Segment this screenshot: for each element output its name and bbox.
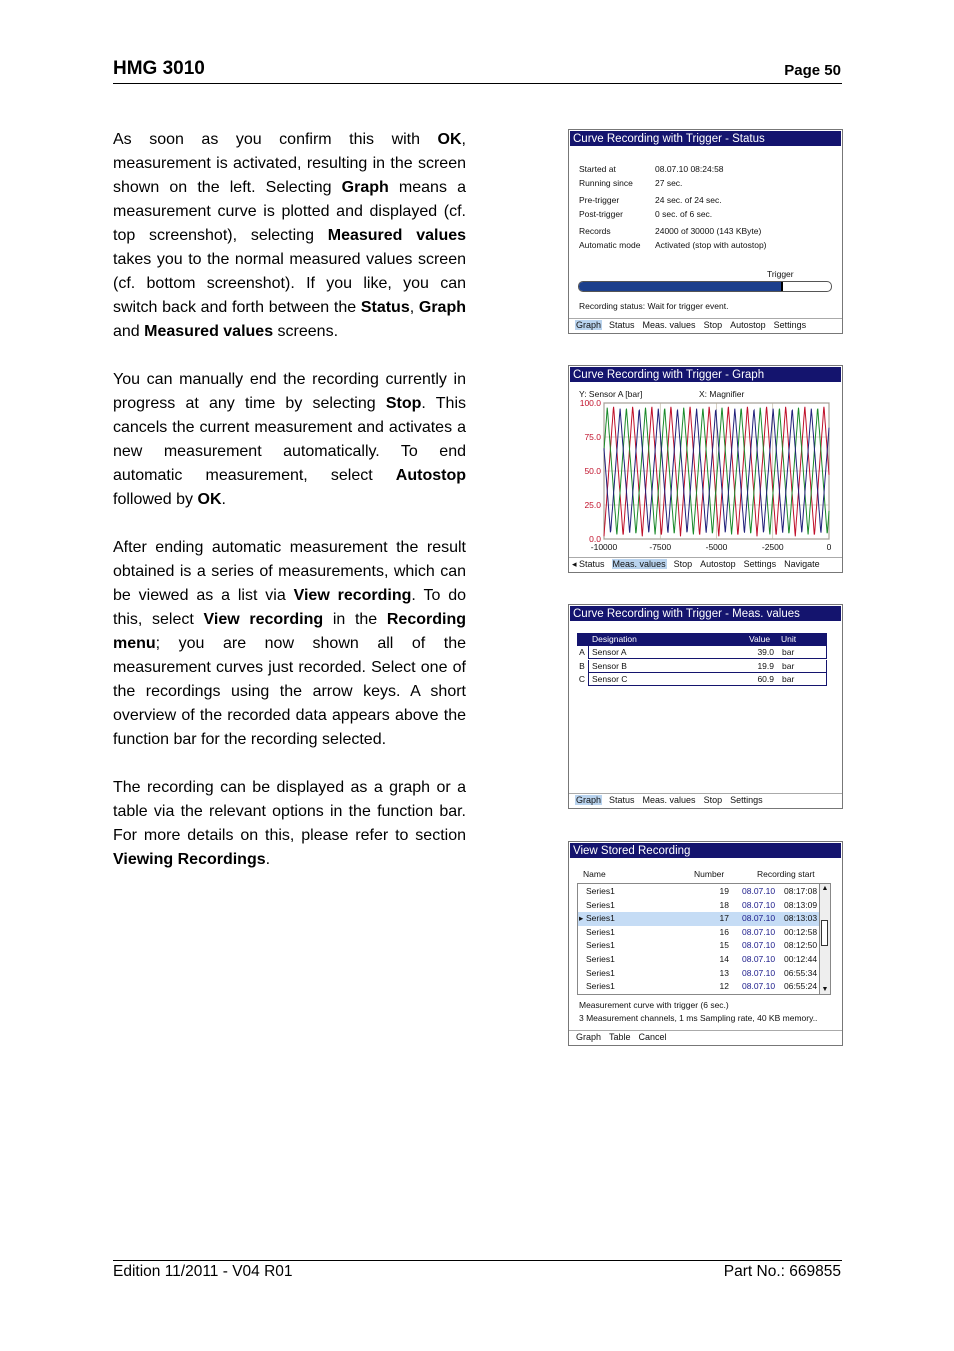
scroll-down-icon[interactable]: ▼ [821, 986, 829, 993]
list-item[interactable] [578, 953, 819, 967]
status-value: 08.07.10 08:24:58 [655, 164, 724, 174]
fbar-item[interactable]: Status [609, 795, 635, 805]
y-tick-label: 75.0 [584, 432, 601, 442]
recording-number: 18 [719, 899, 729, 910]
recording-number: 13 [719, 967, 729, 978]
recording-name: Series1 [586, 926, 615, 937]
graph-x-label: X: Magnifier [699, 389, 745, 399]
scrollbar[interactable] [819, 884, 830, 994]
page-header-title: HMG 3010 [113, 58, 205, 79]
fbar-item[interactable]: Table [609, 1032, 631, 1042]
fbar-item[interactable]: ◂ Status [572, 559, 605, 569]
progress-fill [579, 282, 781, 291]
fbar-item[interactable]: Status [609, 320, 635, 330]
col-designation: Designation [592, 634, 637, 644]
fbar-item[interactable]: Navigate [784, 559, 820, 569]
function-bar [569, 1030, 842, 1045]
header-rule [113, 83, 842, 84]
text-run: . [221, 491, 226, 508]
status-value: Activated (stop with autostop) [655, 240, 767, 250]
sensor-value: 60.9 [757, 674, 774, 684]
text-run: means a measurement curve is plotted and displayed (cf. top screenshot), selecting [113, 179, 467, 244]
recording-time: 08:13:03 [784, 913, 818, 924]
status-key: Records [579, 226, 611, 236]
recording-status: Recording status: Wait for trigger event. [579, 301, 729, 311]
status-row [579, 226, 761, 236]
recording-date: 08.07.10 [742, 899, 776, 910]
recording-name: Series1 [586, 886, 615, 896]
text-run: and [113, 323, 145, 340]
footer-part-number: Part No.: 669855 [723, 1263, 841, 1280]
recording-date: 08.07.10 [742, 940, 776, 951]
sensor-value: 19.9 [757, 660, 774, 671]
list-item[interactable] [578, 926, 819, 940]
bold-term: OK [197, 491, 222, 508]
sensor-name: Sensor B [592, 660, 627, 671]
screenshot-graph [568, 365, 843, 573]
recording-date: 08.07.10 [742, 886, 776, 896]
list-item[interactable] [578, 980, 819, 994]
y-tick-label: 100.0 [579, 399, 601, 408]
col-value: Value [749, 634, 771, 644]
body-text [113, 128, 466, 896]
meas-row-box [588, 660, 827, 673]
fbar-item[interactable]: Graph [576, 795, 602, 805]
screen-title: Curve Recording with Trigger - Meas. values [569, 605, 842, 622]
status-row [579, 178, 682, 188]
function-bar [569, 318, 842, 333]
recording-number: 15 [719, 940, 729, 951]
x-tick-label: 0 [826, 542, 832, 552]
bold-term: OK [437, 131, 462, 148]
sensor-unit: bar [782, 660, 795, 671]
status-value: 27 sec. [655, 178, 683, 188]
paragraph-4 [113, 776, 466, 872]
text-run: , [409, 299, 419, 316]
x-tick-label: -5000 [705, 542, 728, 552]
trigger-marker [781, 282, 783, 291]
fbar-item[interactable]: Autostop [730, 320, 766, 330]
screenshot-status [568, 129, 843, 334]
sensor-unit: bar [782, 647, 795, 657]
status-key: Running since [579, 178, 633, 188]
scroll-up-icon[interactable]: ▲ [821, 885, 829, 892]
fbar-item[interactable]: Cancel [638, 1032, 667, 1042]
fbar-item[interactable]: Meas. values [612, 559, 666, 569]
fbar-item[interactable]: Meas. values [642, 320, 696, 330]
meas-row[interactable] [577, 673, 827, 686]
recording-name: Series1 [586, 899, 615, 910]
list-item[interactable] [578, 899, 819, 913]
recording-date: 08.07.10 [742, 981, 776, 992]
channel-letter: C [578, 674, 586, 684]
fbar-item[interactable]: Settings [730, 795, 763, 805]
bold-term: Graph [418, 299, 466, 316]
text-run: screens. [273, 323, 339, 340]
list-item[interactable] [578, 912, 819, 926]
status-value: 24 sec. of 24 sec. [655, 195, 722, 205]
recording-number: 16 [719, 926, 729, 937]
screen-title: View Stored Recording [569, 842, 842, 859]
recording-name: Series1 [586, 954, 615, 964]
fbar-item[interactable]: Settings [773, 320, 807, 330]
paragraph-1 [113, 128, 466, 344]
list-item[interactable] [578, 885, 819, 899]
text-run: , measurement is activated, resulting in the screen shown on the left. Selecting [113, 131, 466, 196]
bold-term: View recording [203, 611, 324, 628]
recording-name: Series1 [586, 940, 615, 951]
meas-row-box [588, 673, 827, 686]
text-run: in the [323, 611, 387, 628]
meas-row[interactable] [577, 646, 827, 659]
bold-term: View recording [293, 587, 412, 604]
col-name: Name [583, 869, 606, 879]
status-key: Started at [579, 164, 616, 174]
col-number: Number [694, 869, 725, 879]
bold-term: Graph [341, 179, 389, 196]
col-unit: Unit [781, 634, 797, 644]
x-tick-label: -7500 [649, 542, 672, 552]
recording-date: 08.07.10 [742, 967, 776, 978]
meas-row[interactable] [577, 660, 827, 673]
text-run: takes you to the normal measured values screen (cf. bottom screenshot). If you like, you can switch back and forth between the [113, 251, 466, 316]
page-number: Page 50 [784, 62, 841, 79]
status-row [579, 195, 722, 205]
function-bar [569, 793, 842, 808]
trigger-label: Trigger [767, 269, 794, 279]
screen-title: Curve Recording with Trigger - Graph [569, 366, 842, 383]
y-tick-label: 0.0 [589, 534, 601, 544]
recording-time: 08:12:50 [784, 940, 818, 951]
text-run: . [265, 851, 271, 868]
fbar-item[interactable]: Autostop [700, 559, 736, 569]
meas-table-header [577, 633, 827, 646]
status-key: Pre-trigger [579, 195, 620, 205]
status-key: Post-trigger [579, 209, 623, 219]
recording-time: 08:13:09 [784, 899, 818, 910]
recording-progress-bar [578, 281, 832, 292]
text-run: After ending automatic measurement the result obtained is a series of measurements, which can be viewed as a list via [113, 539, 466, 604]
x-tick-label: -2500 [761, 542, 784, 552]
text-run: . To do this, select [113, 587, 467, 628]
x-tick-label: -10000 [590, 542, 618, 552]
recording-time: 06:55:34 [784, 967, 818, 978]
fbar-item[interactable]: Meas. values [642, 795, 696, 805]
recording-summary-2: 3 Measurement channels, 1 ms Sampling rate, 40 KB memory.. [579, 1013, 818, 1023]
screen-title: Curve Recording with Trigger - Status [569, 130, 842, 147]
status-value: 24000 of 30000 (143 KByte) [655, 226, 762, 236]
fbar-item[interactable]: Graph [576, 1032, 602, 1042]
recording-date: 08.07.10 [742, 913, 776, 924]
y-tick-label: 25.0 [584, 500, 601, 510]
recording-name: Series1 [586, 981, 615, 992]
status-value: 0 sec. of 6 sec. [655, 209, 713, 219]
col-recording-start: Recording start [757, 869, 815, 879]
list-item[interactable] [578, 967, 819, 981]
fbar-item[interactable]: Graph [576, 320, 602, 330]
meas-row-box [588, 646, 827, 659]
fbar-item[interactable]: Stop [703, 795, 723, 805]
selection-arrow-icon: ▸ [579, 913, 584, 924]
recording-number: 14 [719, 954, 729, 964]
function-bar [569, 557, 842, 572]
sensor-name: Sensor A [592, 647, 627, 657]
fbar-item[interactable]: Settings [743, 559, 777, 569]
footer-rule [113, 1260, 842, 1261]
channel-letter: A [579, 647, 585, 657]
fbar-item[interactable]: Stop [673, 559, 693, 569]
text-run: As soon as you confirm this with [113, 131, 438, 148]
recording-time: 00:12:58 [784, 926, 818, 937]
paragraph-2 [113, 368, 466, 512]
recording-date: 08.07.10 [742, 954, 776, 964]
recording-summary-1: Measurement curve with trigger (6 sec.) [579, 1000, 729, 1010]
bold-term: Viewing Recordings [113, 851, 266, 868]
footer-edition: Edition 11/2011 - V04 R01 [113, 1263, 293, 1280]
recording-number: 19 [719, 886, 729, 896]
status-row [579, 240, 767, 250]
bold-term: Status [360, 299, 410, 316]
status-key: Automatic mode [579, 240, 641, 250]
bold-term: Measured values [144, 323, 274, 340]
text-run: followed by [113, 491, 198, 508]
sensor-name: Sensor C [592, 674, 628, 684]
paragraph-3 [113, 536, 466, 752]
recording-time: 00:12:44 [784, 954, 818, 964]
channel-letter: B [579, 660, 585, 671]
bold-term: Recording menu [113, 611, 466, 652]
status-row [579, 164, 724, 174]
status-row [579, 209, 712, 219]
scroll-thumb[interactable] [821, 920, 828, 946]
recording-name: Series1 [586, 913, 615, 924]
screenshot-stored-recording [568, 841, 843, 1046]
text-run: The recording can be displayed as a graph or a table via the relevant options in the function bar. For more details on this, please refer to section [113, 779, 466, 844]
recording-date: 08.07.10 [742, 926, 776, 937]
sensor-value: 39.0 [757, 647, 774, 657]
recording-time: 08:17:08 [784, 886, 818, 896]
bold-term: Measured values [327, 227, 467, 244]
text-run: ; you are now shown all of the measurement curves just recorded. Select one of the recordings using the arrow keys. A short overview of the recorded data appears above the function bar for the recording selected. [113, 635, 466, 748]
fbar-item[interactable]: Stop [703, 320, 723, 330]
text-run: You can manually end the recording currently in progress at any time by selecting [113, 371, 466, 412]
bold-term: Stop [385, 395, 422, 412]
graph-y-label: Y: Sensor A [bar] [579, 389, 643, 399]
y-tick-label: 50.0 [584, 466, 601, 476]
text-run: . This cancels the current measurement and activates a new measurement automatically. To end automatic measurement, select [113, 395, 467, 484]
recording-number: 17 [719, 913, 729, 924]
sensor-unit: bar [782, 674, 795, 684]
recording-name: Series1 [586, 967, 615, 978]
recording-list[interactable] [577, 883, 831, 995]
screenshot-meas-values [568, 604, 843, 809]
recording-time: 06:55:24 [784, 981, 818, 992]
recording-graph [569, 399, 842, 559]
list-item[interactable] [578, 939, 819, 953]
recording-number: 12 [719, 981, 729, 992]
bold-term: Autostop [395, 467, 466, 484]
